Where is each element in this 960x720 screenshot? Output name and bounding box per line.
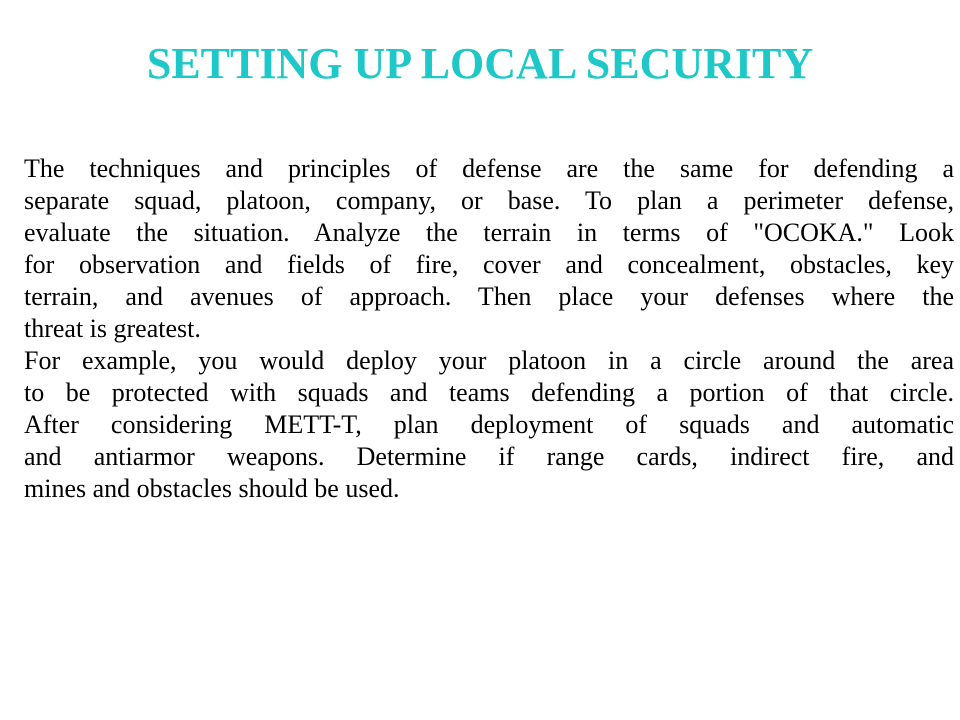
body-line: to be protected with squads and teams defending a portion of that circle. bbox=[24, 378, 954, 407]
body-line: For example, you would deploy your platoon in a circle around the area bbox=[24, 346, 954, 375]
body-line: threat is greatest. bbox=[24, 314, 201, 343]
body-line: terrain, and avenues of approach. Then place your defenses where the bbox=[24, 282, 954, 311]
body-line: evaluate the situation. Analyze the terrain in terms of "OCOKA." Look bbox=[24, 218, 954, 247]
body-line: mines and obstacles should be used. bbox=[24, 474, 400, 503]
body-line: After considering METT-T, plan deployment of squads and automatic bbox=[24, 410, 954, 439]
paragraph-platoon-example bbox=[24, 345, 954, 505]
body-line: and antiarmor weapons. Determine if range cards, indirect fire, and bbox=[24, 442, 954, 471]
body-line: The techniques and principles of defense are the same for defending a bbox=[24, 154, 954, 183]
body-line: for observation and fields of fire, cover and concealment, obstacles, key bbox=[24, 250, 954, 279]
slide-title: SETTING UP LOCAL SECURITY bbox=[146, 39, 814, 88]
paragraph-defense-principles bbox=[24, 153, 954, 345]
body-line: separate squad, platoon, company, or base. To plan a perimeter defense, bbox=[24, 186, 954, 215]
slide-body bbox=[24, 153, 954, 505]
